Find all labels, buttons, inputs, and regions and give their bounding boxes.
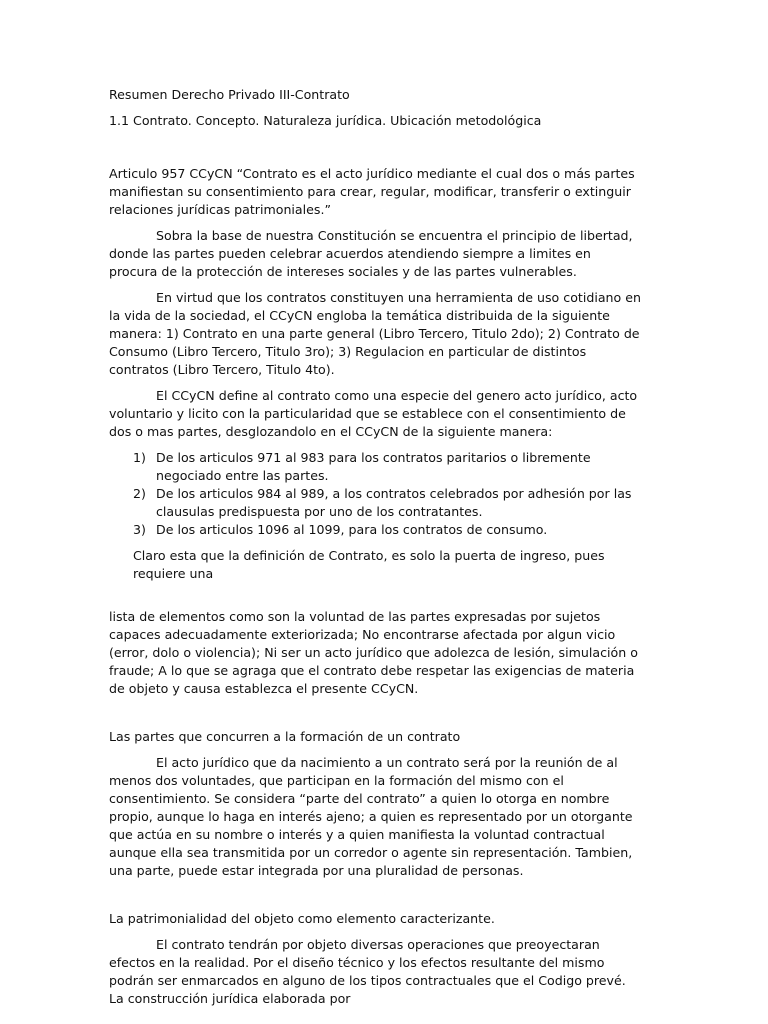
document-title: Resumen Derecho Privado III-Contrato (109, 87, 350, 102)
section-heading: La patrimonialidad del objeto como elemento caracterizante. (109, 911, 495, 926)
list-item-text: De los articulos 984 al 989, a los contratos celebrados por adhesión por las clausulas predispuesta por uno de los contratantes. (156, 486, 632, 519)
paragraph: Claro esta que la definición de Contrato, es solo la puerta de ingreso, pues requiere una (133, 548, 605, 581)
list-item (109, 449, 643, 485)
list-number: 1) (133, 450, 146, 465)
paragraph: El contrato tendrán por objeto diversas operaciones que preoyectaran efectos en la realidad. Por el diseño técnico y los efectos resultante del mismo podrán ser enmarcados en alguno de los tipos contractuales que el Codigo prevé. La construcción jurídica elaborada por (109, 937, 626, 1006)
paragraph: El CCyCN define al contrato como una especie del genero acto jurídico, acto voluntario y licito con la particularidad que se establece con el consentimiento de dos o mas partes, desglozandolo en el CCyCN de la siguiente manera: (109, 388, 638, 439)
list-number: 2) (133, 486, 146, 501)
document-body (109, 86, 643, 1008)
article-957-quote: Articulo 957 CCyCN “Contrato es el acto jurídico mediante el cual dos o más partes manifiestan su consentimiento para crear, regular, modificar, transferir o extinguir relaciones jurídicas patrimoniales.” (109, 166, 635, 217)
list-number: 3) (133, 522, 146, 537)
list-item-text: De los articulos 971 al 983 para los contratos paritarios o libremente negociado entre las partes. (156, 450, 591, 483)
list-item (109, 485, 643, 521)
articles-list (109, 449, 643, 539)
paragraph: En virtud que los contratos constituyen una herramienta de uso cotidiano en la vida de la sociedad, el CCyCN engloba la temática distribuida de la siguiente manera: 1) Contrato en una parte general (Libro Tercero, Titulo 2do); 2) Contrato de Consumo (Libro Tercero, Titulo 3ro); 3) Regulacion en particular de distintos contratos (Libro Tercero, Titulo 4to). (109, 290, 641, 377)
paragraph: lista de elementos como son la voluntad de las partes expresadas por sujetos capaces adecuadamente exteriorizada; No encontrarse afectada por algun vicio (error, dolo o violencia); Ni ser un acto jurídico que adolezca de lesión, simulación o fraude; A lo que se agraga que el contrato debe respetar las exigencias de materia de objeto y causa establezca el presente CCyCN. (109, 609, 638, 696)
section-heading: Las partes que concurren a la formación de un contrato (109, 729, 461, 744)
paragraph: El acto jurídico que da nacimiento a un contrato será por la reunión de al menos dos voluntades, que participan en la formación del mismo con el consentimiento. Se considera “parte del contrato” a quien lo otorga en nombre propio, aunque lo haga en interés ajeno; a quien es representado por un otorgante que actúa en su nombre o interés y a quien manifiesta la voluntad contractual aunque ella sea transmitida por un corredor o agente sin representación. Tambien, una parte, puede estar integrada por una pluralidad de personas. (109, 755, 633, 878)
list-item-text: De los articulos 1096 al 1099, para los contratos de consumo. (156, 522, 548, 537)
section-heading: 1.1 Contrato. Concepto. Naturaleza jurídica. Ubicación metodológica (109, 113, 542, 128)
paragraph: Sobra la base de nuestra Constitución se encuentra el principio de libertad, donde las partes pueden celebrar acuerdos atendiendo siempre a limites en procura de la protección de intereses sociales y de las partes vulnerables. (109, 228, 633, 279)
list-item (109, 521, 643, 539)
